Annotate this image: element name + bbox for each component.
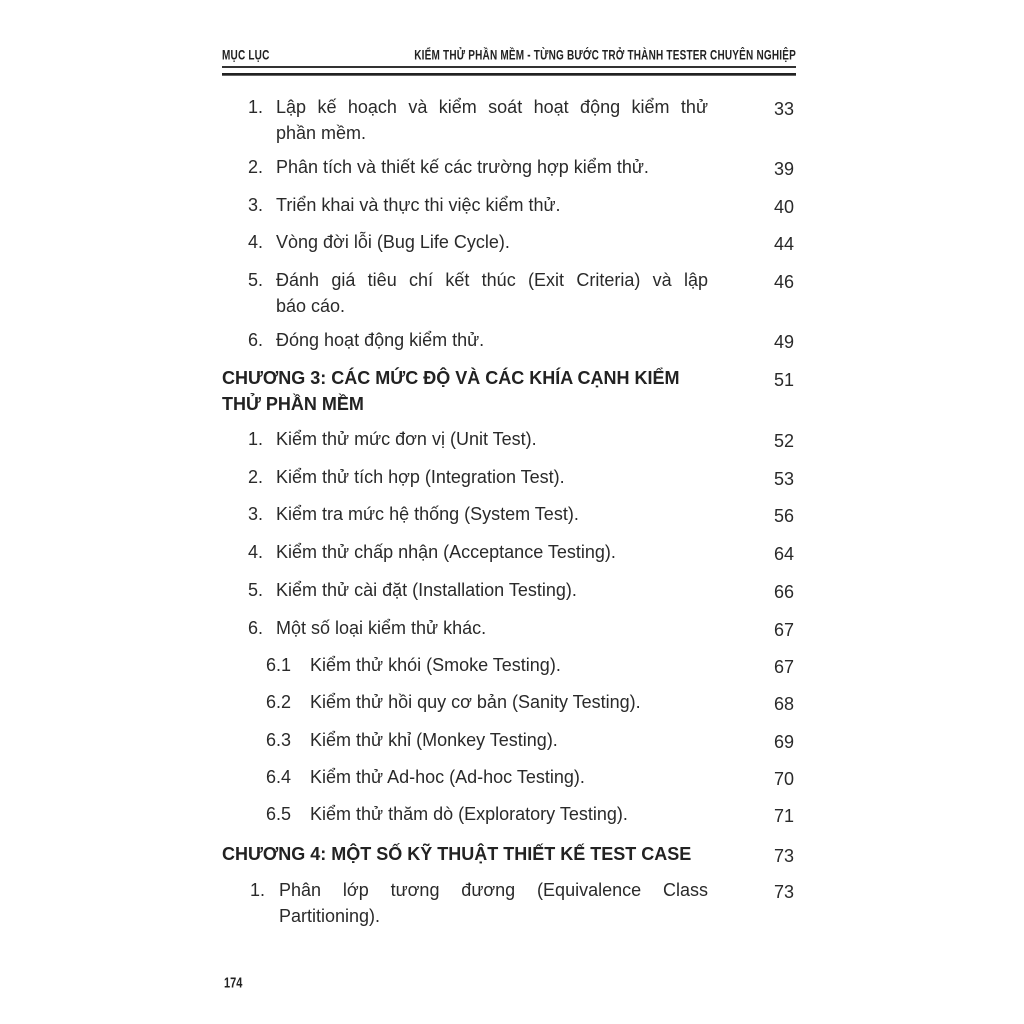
toc-entry-title: Kiểm thử cài đặt (Installation Testing). — [276, 580, 577, 600]
toc-page-number: 66 — [773, 582, 794, 602]
header-section-title: MỤC LỤC — [222, 48, 270, 64]
toc-page-number: 70 — [773, 769, 794, 789]
toc-entry-title: Một số loại kiểm thử khác. — [276, 618, 487, 638]
toc-entry-number: 6. — [248, 330, 264, 350]
toc-entry-title: Kiểm thử tích hợp (Integration Test). — [276, 467, 565, 487]
toc-page-number: 67 — [773, 620, 794, 640]
toc-entry-number: 6.1 — [266, 655, 292, 675]
toc-entry-title-continued: phần mềm. — [276, 123, 367, 143]
toc-entry-title: Kiểm thử khỉ (Monkey Testing). — [310, 730, 558, 750]
toc-entry-number: 1. — [248, 97, 264, 117]
toc-page-number: 40 — [773, 197, 794, 217]
toc-entry-title: Phân tích và thiết kế các trường hợp kiểm thử. — [276, 157, 649, 177]
toc-page-number: 52 — [773, 431, 794, 451]
toc-page-number: 49 — [773, 332, 794, 352]
toc-entry-number: 6.5 — [266, 804, 292, 824]
toc-entry-title: Kiểm thử Ad-hoc (Ad-hoc Testing). — [310, 767, 585, 787]
toc-entry-number: 3. — [248, 504, 264, 524]
toc-entry-title: Đánh giá tiêu chí kết thúc (Exit Criteria) và lập — [276, 270, 708, 290]
toc-page-number: 51 — [773, 370, 794, 390]
toc-entry-number: 2. — [248, 157, 264, 177]
toc-entry-title: Kiểm thử hồi quy cơ bản (Sanity Testing). — [310, 692, 641, 712]
toc-entry-title-continued: báo cáo. — [276, 296, 346, 316]
toc-page-number: 44 — [773, 234, 794, 254]
toc-entry-number: 5. — [248, 580, 264, 600]
toc-page-number: 46 — [773, 272, 794, 292]
toc-page-number: 33 — [773, 99, 794, 119]
toc-entry-title: Kiểm thử chấp nhận (Acceptance Testing). — [276, 542, 616, 562]
toc-entry-number: 3. — [248, 195, 264, 215]
toc-page-number: 39 — [773, 159, 794, 179]
toc-entry-number: 6.2 — [266, 692, 292, 712]
header-divider — [222, 66, 796, 68]
toc-entry-number: 6.4 — [266, 767, 292, 787]
chapter-4-heading: CHƯƠNG 4: MỘT SỐ KỸ THUẬT THIẾT KẾ TEST CASE — [222, 844, 692, 864]
toc-page-number: 68 — [773, 694, 794, 714]
toc-entry-title: Kiểm tra mức hệ thống (System Test). — [276, 504, 579, 524]
toc-entry-title: Triển khai và thực thi việc kiểm thử. — [276, 195, 561, 215]
header-book-title: KIỂM THỬ PHẦN MỀM - TỪNG BƯỚC TRỞ THÀNH TESTER CHUYÊN NGHIỆP — [414, 48, 796, 64]
toc-entry-number: 2. — [248, 467, 264, 487]
toc-page-number: 64 — [773, 544, 794, 564]
toc-page-number: 56 — [773, 506, 794, 526]
toc-entry-title: Kiểm thử mức đơn vị (Unit Test). — [276, 429, 537, 449]
toc-entry-number: 4. — [248, 232, 264, 252]
toc-page-number: 69 — [773, 732, 794, 752]
toc-entry-title: Kiểm thử khói (Smoke Testing). — [310, 655, 561, 675]
toc-entry-number: 4. — [248, 542, 264, 562]
toc-entry-title: Vòng đời lỗi (Bug Life Cycle). — [276, 232, 510, 252]
chapter-3-heading-continued: THỬ PHẦN MỀM — [222, 394, 364, 414]
toc-entry-number: 1. — [248, 429, 264, 449]
toc-entry-title: Đóng hoạt động kiểm thử. — [276, 330, 485, 350]
toc-page-number: 73 — [773, 882, 794, 902]
toc-entry-title: Kiểm thử thăm dò (Exploratory Testing). — [310, 804, 628, 824]
page-number: 174 — [224, 976, 243, 992]
toc-page-number: 73 — [773, 846, 794, 866]
toc-page-number: 53 — [773, 469, 794, 489]
running-header — [222, 46, 796, 76]
toc-entry-number: 6. — [248, 618, 264, 638]
chapter-3-heading: CHƯƠNG 3: CÁC MỨC ĐỘ VÀ CÁC KHÍA CẠNH KIỂM — [222, 368, 680, 388]
toc-entry-title: Phân lớp tương đương (Equivalence Class — [279, 880, 708, 900]
toc-page-number: 71 — [773, 806, 794, 826]
toc-entry-title: Lập kế hoạch và kiểm soát hoạt động kiểm thử — [276, 97, 708, 117]
toc-entry-number: 1. — [250, 880, 266, 900]
toc-entry-number: 5. — [248, 270, 264, 290]
toc-entry-title-continued: Partitioning). — [279, 906, 381, 926]
toc-entry-number: 6.3 — [266, 730, 292, 750]
toc-page-number: 67 — [773, 657, 794, 677]
